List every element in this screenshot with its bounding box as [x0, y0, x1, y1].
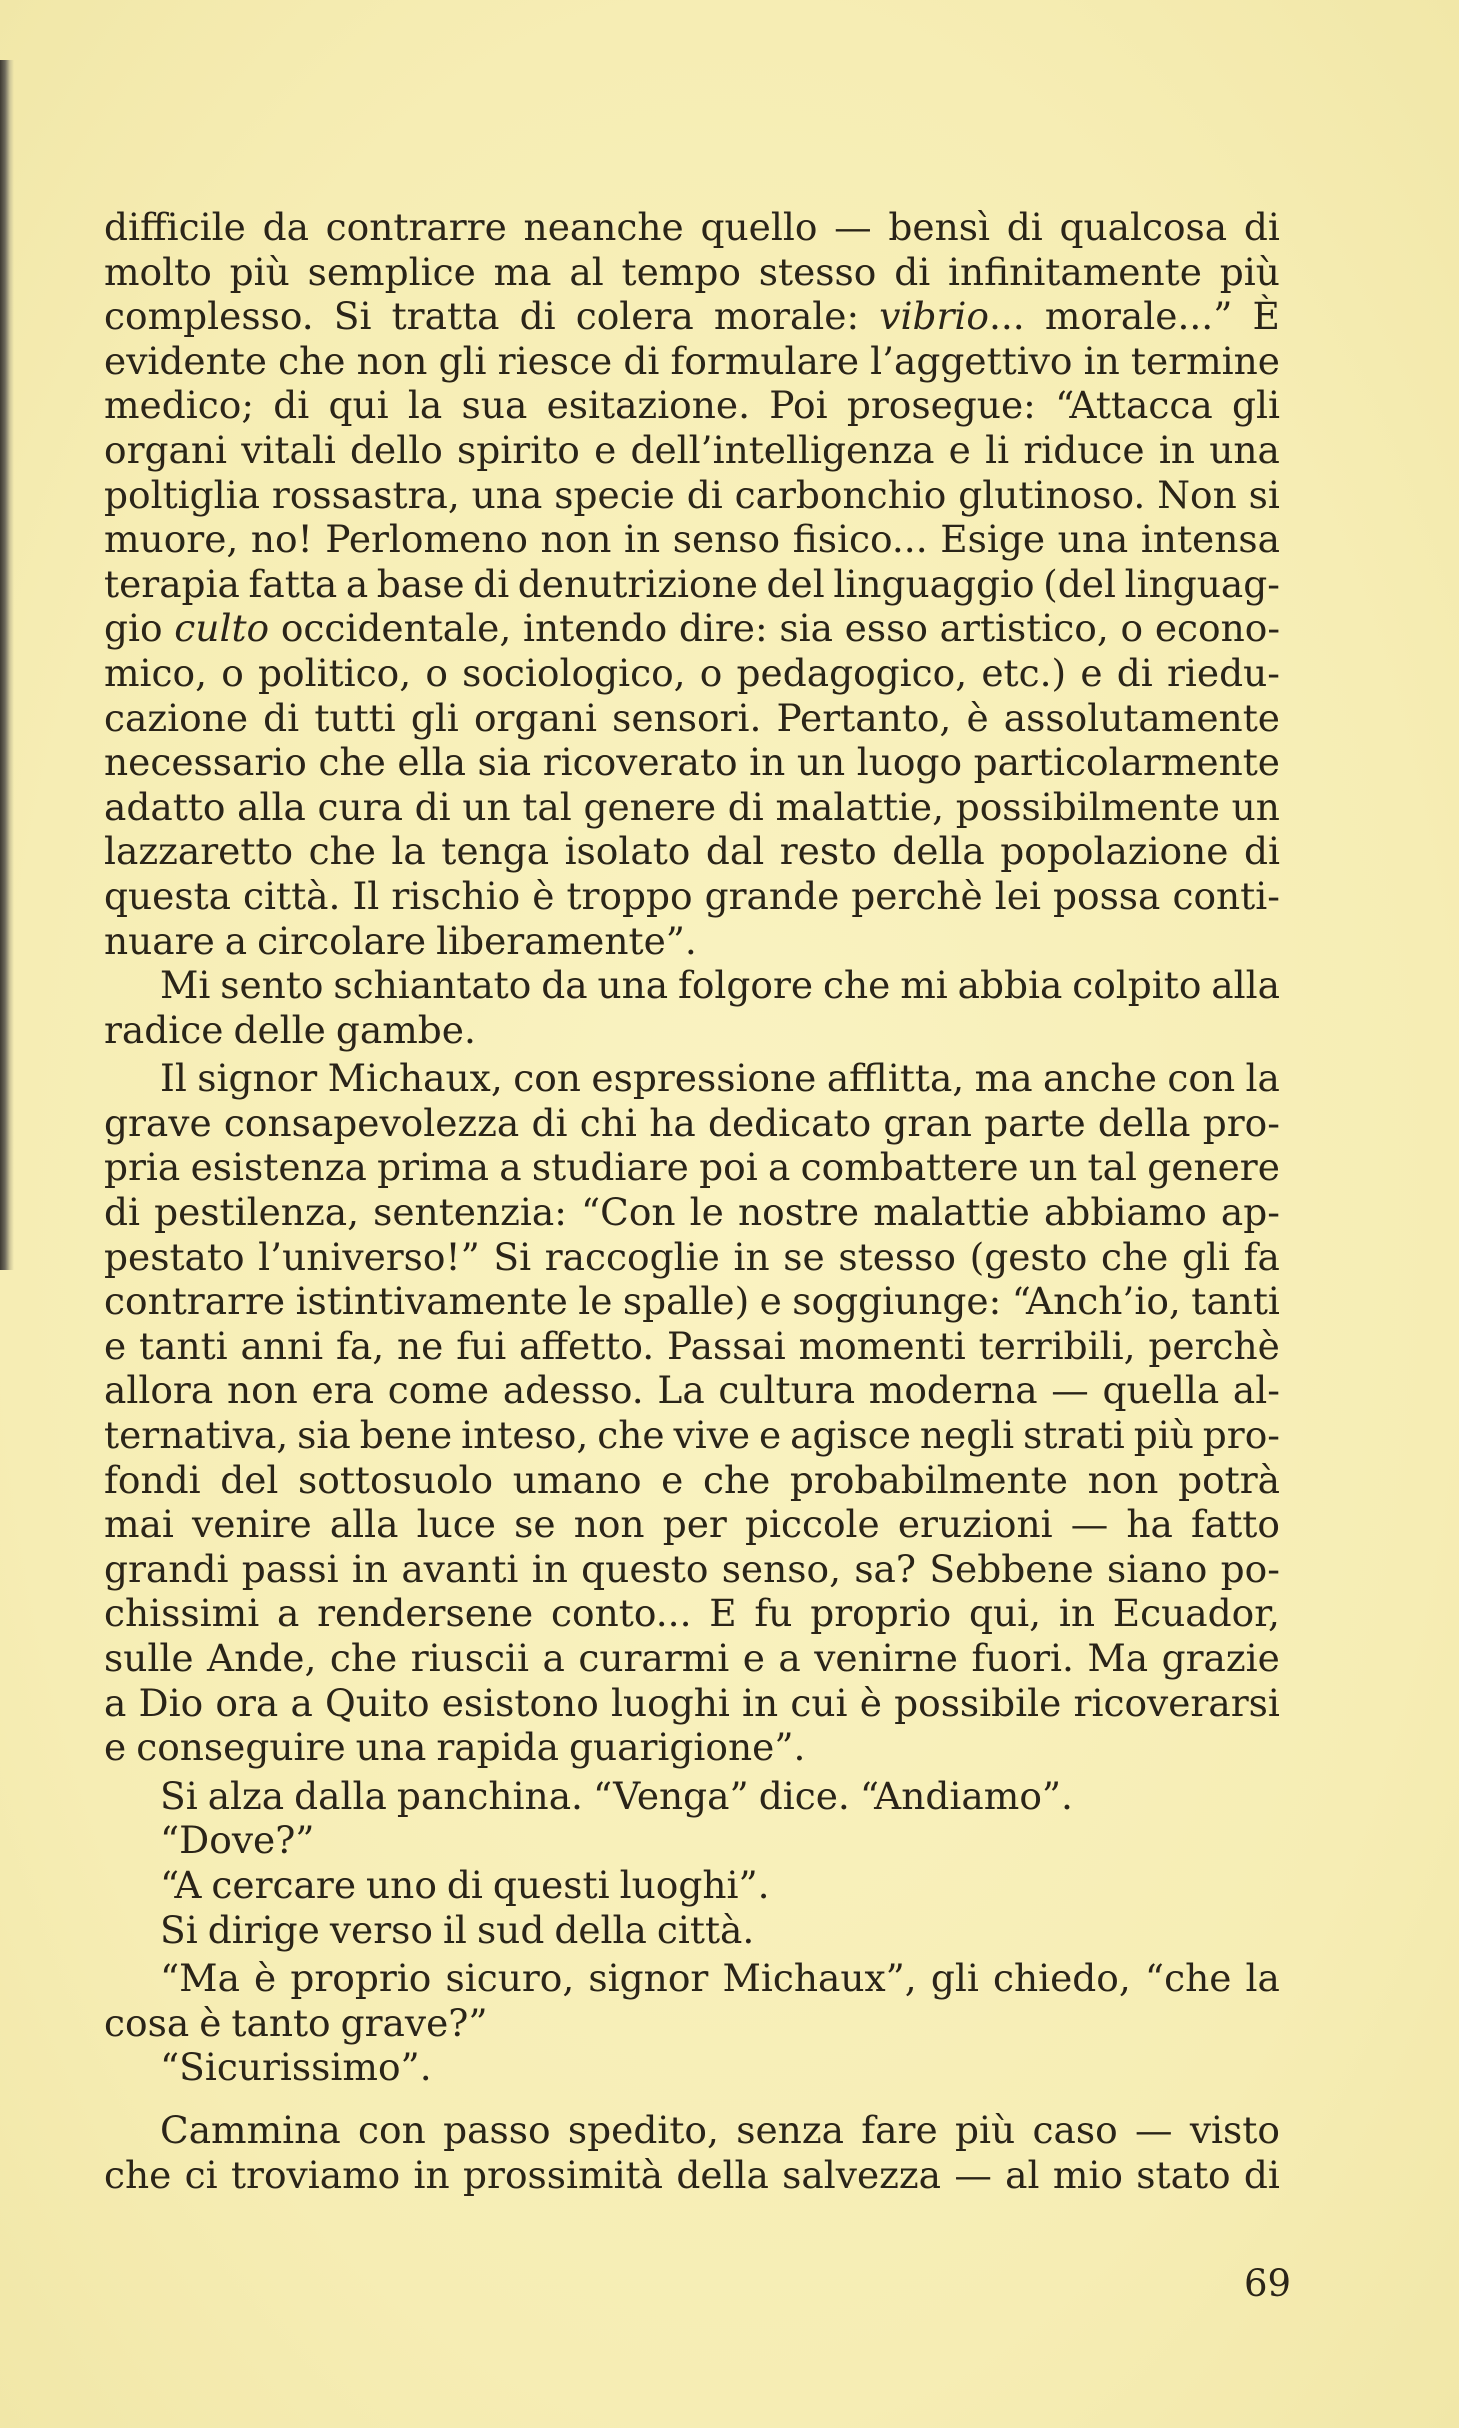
text-line: e conseguire una rapida guarigione”.: [104, 1725, 806, 1770]
text-line: “A cercare uno di questi luoghi”.: [160, 1862, 770, 1907]
text-line: muore, no! Perlomeno non in senso fisico... Esige una intensa: [104, 517, 1280, 562]
text-line: pria esistenza prima a studiare poi a combattere un tal genere: [104, 1145, 1280, 1190]
text-line: cazione di tutti gli organi sensori. Pertanto, è assolutamente: [104, 695, 1280, 740]
text-line: grave consapevolezza di chi ha dedicato gran parte della pro-: [104, 1100, 1280, 1145]
text-line: medico; di qui la sua esitazione. Poi prosegue: “Attacca gli: [104, 383, 1280, 428]
text-line: Cammina con passo spedito, senza fare più caso — visto: [160, 2107, 1280, 2152]
binding-edge: [0, 60, 14, 1270]
text-line: a Dio ora a Quito esistono luoghi in cui è possibile ricoverarsi: [104, 1680, 1280, 1725]
text-line: “Dove?”: [160, 1818, 315, 1863]
text-line: che ci troviamo in prossimità della salvezza — al mio stato di: [104, 2152, 1280, 2197]
text-line: allora non era come adesso. La cultura moderna — quella al-: [104, 1368, 1280, 1413]
text-line: nuare a circolare liberamente”.: [104, 918, 697, 963]
text-line: terapia fatta a base di denutrizione del linguaggio (del linguag-: [104, 561, 1280, 606]
text-line: mai venire alla luce se non per piccole eruzioni — ha fatto: [104, 1502, 1280, 1547]
text-line: mico, o politico, o sociologico, o pedagogico, etc.) e di riedu-: [104, 650, 1280, 695]
text-line: evidente che non gli riesce di formulare l’aggettivo in termine: [104, 338, 1280, 383]
text-line: questa città. Il rischio è troppo grande perchè lei possa conti-: [104, 873, 1280, 918]
text-line: e tanti anni fa, ne fui affetto. Passai momenti terribili, perchè: [104, 1323, 1280, 1368]
text-line: poltiglia rossastra, una specie di carbonchio glutinoso. Non si: [104, 472, 1280, 517]
text-line: grandi passi in avanti in questo senso, sa? Sebbene siano po-: [104, 1546, 1280, 1591]
text-line: complesso. Si tratta di colera morale: vibrio... morale...” È: [104, 294, 1280, 339]
text-line: Si dirige verso il sud della città.: [160, 1907, 755, 1952]
text-line: necessario che ella sia ricoverato in un luogo particolarmente: [104, 740, 1280, 785]
text-line: di pestilenza, sentenzia: “Con le nostre malattie abbiamo ap-: [104, 1190, 1280, 1235]
text-line: molto più semplice ma al tempo stesso di infinitamente più: [104, 249, 1280, 294]
body-text: [104, 205, 1280, 2197]
text-line: Il signor Michaux, con espressione afflitta, ma anche con la: [160, 1056, 1280, 1101]
text-line: sulle Ande, che riuscii a curarmi e a venirne fuori. Ma grazie: [104, 1636, 1280, 1680]
text-line: radice delle gambe.: [104, 1007, 476, 1052]
text-line: Si alza dalla panchina. “Venga” dice. “Andiamo”.: [160, 1773, 1073, 1818]
text-line: “Ma è proprio sicuro, signor Michaux”, gli chiedo, “che la: [160, 1956, 1280, 2001]
text-line: gio culto occidentale, intendo dire: sia esso artistico, o econo-: [104, 606, 1280, 651]
text-line: difficile da contrarre neanche quello — bensì di qualcosa di: [104, 205, 1280, 249]
text-line: chissimi a rendersene conto... E fu proprio qui, in Ecuador,: [104, 1591, 1280, 1636]
text-line: fondi del sottosuolo umano e che probabilmente non potrà: [104, 1457, 1280, 1502]
text-line: organi vitali dello spirito e dell’intelligenza e li riduce in una: [104, 427, 1280, 472]
text-line: contrarre istintivamente le spalle) e soggiunge: “Anch’io, tanti: [104, 1279, 1280, 1324]
text-line: Mi sento schiantato da una folgore che mi abbia colpito alla: [160, 963, 1280, 1008]
text-line: pestato l’universo!” Si raccoglie in se stesso (gesto che gli fa: [104, 1234, 1280, 1279]
text-line: ternativa, sia bene inteso, che vive e agisce negli strati più pro-: [104, 1413, 1280, 1458]
text-line: lazzaretto che la tenga isolato dal resto della popolazione di: [104, 829, 1280, 874]
text-line: cosa è tanto grave?”: [104, 2000, 488, 2045]
page-number: 69: [1244, 2262, 1292, 2305]
text-line: adatto alla cura di un tal genere di malattie, possibilmente un: [104, 784, 1280, 829]
text-line: “Sicurissimo”.: [160, 2045, 432, 2090]
